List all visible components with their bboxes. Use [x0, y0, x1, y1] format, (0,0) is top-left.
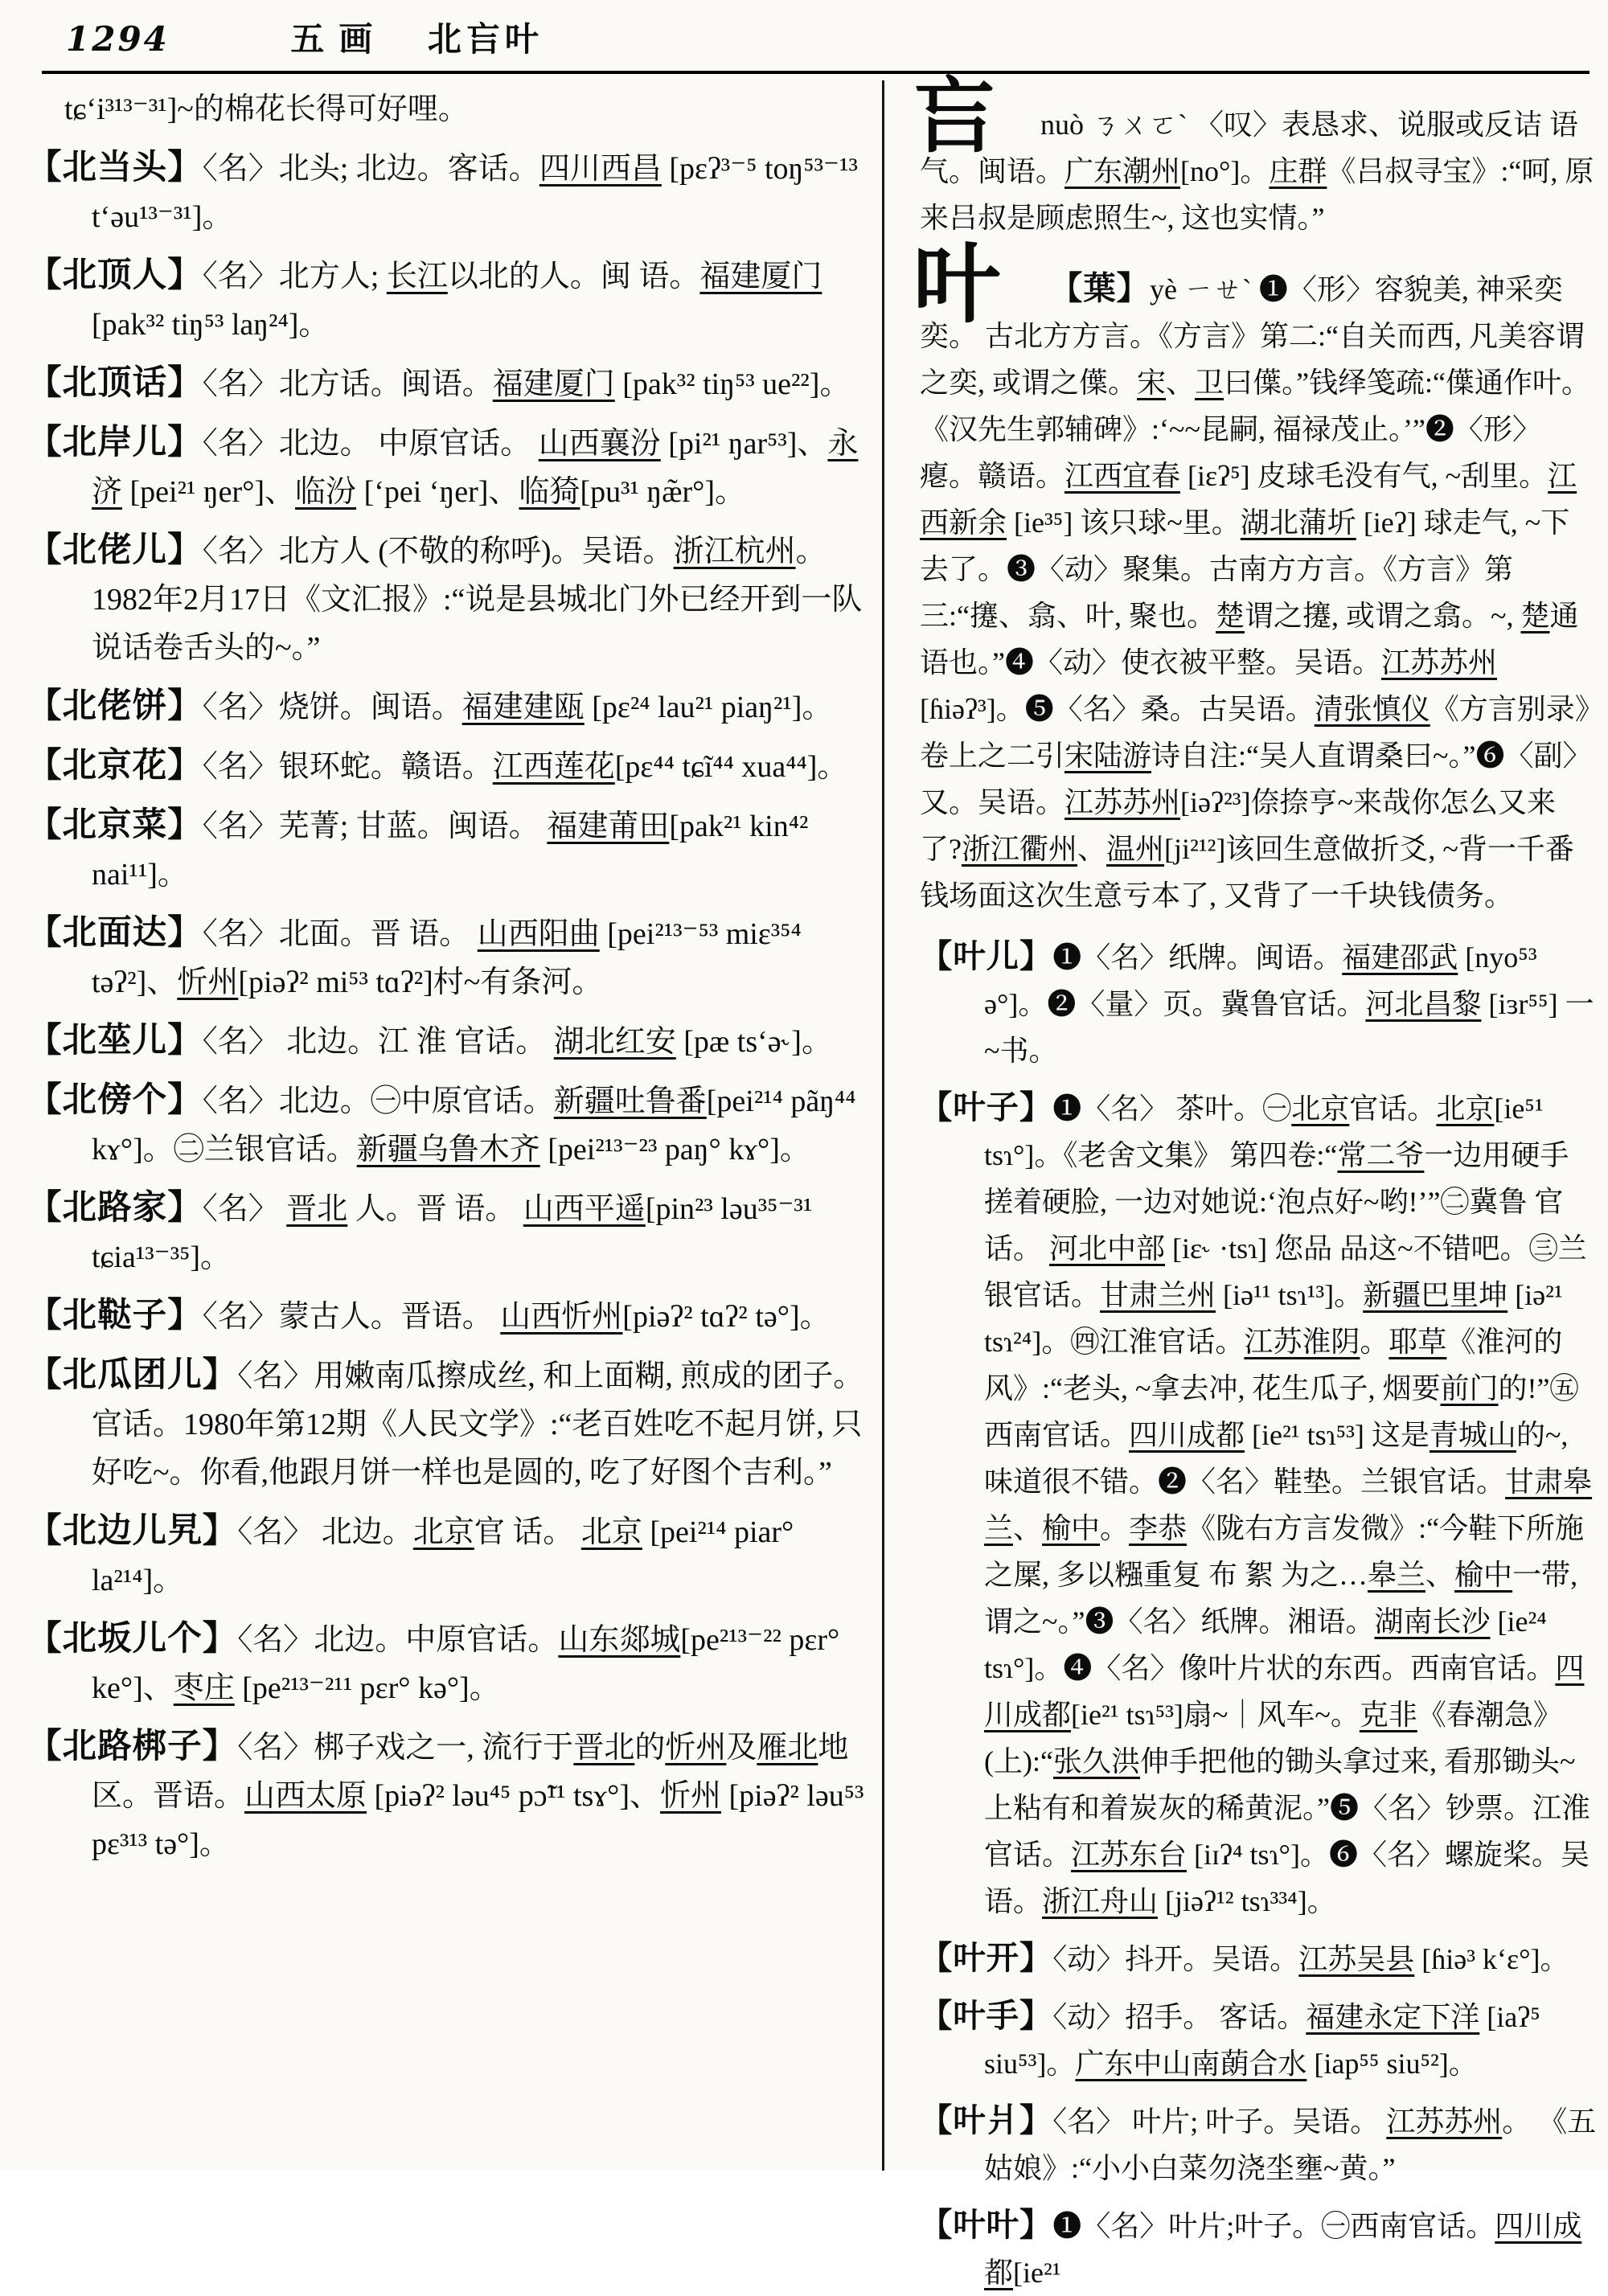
entry-beilujia: [27, 1184, 868, 1281]
entry-headword: 【叶儿】: [920, 938, 1053, 974]
entry-beidangtou: [27, 144, 868, 241]
entry-headword: 【叶开】: [920, 1940, 1053, 1976]
entry-beilaobing: [27, 683, 868, 732]
entry-beilubangzi: [27, 1723, 868, 1868]
entry-beimianda: [27, 909, 868, 1007]
entry-body: 〈动〉招手。 客话。福建永定下洋 [iaʔ⁵ siu⁵³]。广东中山南蓢合水 [iap⁵⁵ siu⁵²]。: [984, 2001, 1540, 2080]
entry-body: 〈名〉梆子戏之一, 流行于晋北的忻州及雁北地区。晋语。山西太原 [piəʔ² ləu⁴⁵ pɔ̃¹¹ tsɤ°]、忻州 [piəʔ² ləu⁵³ pɛ³¹³ tə°]。: [92, 1731, 864, 1861]
big-head-character: 吂: [913, 72, 995, 163]
entry-body: 〈名〉北头; 北边。客话。四川西昌 [pɛʔ³⁻⁵ toŋ⁵³⁻¹³ t‘əu¹³⁻³¹]。: [92, 152, 858, 234]
traditional-form: 【葉】: [1050, 270, 1150, 306]
entry-headword: 【北京花】: [27, 747, 203, 785]
entry-headword: 【叶爿】: [920, 2102, 1053, 2138]
entry-yekai: [920, 1935, 1597, 1982]
entry-beidinghua: [27, 359, 868, 408]
right-column: [884, 72, 1608, 2289]
entry-body: 〈名〉北方话。闽语。福建厦门 [pak³² tiŋ⁵³ ue²²]。: [202, 367, 851, 401]
entry-body: 〈名〉 叶片; 叶子。吴语。 江苏苏州。 《五姑娘》:“小小白菜勿浇坔壅~黄。”: [984, 2105, 1597, 2184]
entry-headword: 【北路梆子】: [27, 1728, 238, 1765]
entry-body: 〈名〉北方人; 长江以北的人。闽 语。福建厦门 [pak³² tiŋ⁵³ laŋ²⁴]。: [92, 260, 822, 342]
entry-body: 〈名〉 北边。北京官 话。 北京 [pei²¹⁴ piar° la²¹⁴]。: [92, 1515, 794, 1597]
entry-headword: 【北佬儿】: [27, 531, 203, 569]
entry-beibianerla: [27, 1507, 868, 1605]
entry-yeye: [920, 2202, 1597, 2296]
page-header: [66, 13, 1560, 64]
entry-beicuoer: [27, 1017, 868, 1066]
entry-body: ❶〈名〉 茶叶。㊀北京官话。北京[ie⁵¹ tsɿ°]。《老舍文集》 第四卷:“常二爷一边用硬手搓着硬脸, 一边对她说:‘泡点好~哟!’”㊁冀鲁 官 话。 河北中部 [iɛ˞ ·tsɿ] 您品 品这~不错吧。㊂兰银官话。甘肃兰州 [iə¹¹ tsɿ¹³]。新疆巴里坤 [iə²¹ tsɿ²⁴]。㊃江淮官话。江苏淮阴。耶草《淮河的风》:“老头, ~拿去冲, 花生瓜子, 烟要前门的!”㊄西南官话。四川成都 [ie²¹ tsɿ⁵³] 这是青城山的~, 味道很不错。❷〈名〉鞋垫。兰银官话。甘肃皋兰、榆中。李恭《陇右方言发微》:“今鞋下所施之屟, 多以糨重复 布 絮 为之…皋兰、榆中一带, 谓之~。”❸〈名〉纸牌。湘语。湖南长沙 [ie²⁴ tsɿ°]。❹〈名〉像叶片状的东西。西南官话。四川成都[ie²¹ tsɿ⁵³]扇~｜风车~。克非《春潮急》(上):“张久洪伸手把他的锄头拿过来, 看那锄头~上粘有和着炭灰的稀黄泥。”❺〈名〉钞票。江淮官话。江苏东台 [iɪʔ⁴ tsɿ°]。❻〈名〉螺旋桨。吴语。浙江舟山 [jiəʔ¹² tsɿ³³⁴]。: [984, 1093, 1593, 1917]
entry-headword: 【北边儿旯】: [27, 1512, 238, 1550]
entry-body: 〈名〉北边。中原官话。山东郯城[pe²¹³⁻²² pɛr° ke°]、枣庄 [pe²¹³⁻²¹¹ pɛr° kə°]。: [92, 1623, 840, 1705]
entry-beibanerge: [27, 1615, 868, 1712]
entry-body: 〈名〉北边。 中原官话。 山西襄汾 [pi²¹ ŋar⁵³]、永济 [pei²¹ ŋer°]、临汾 [‘pei ‘ŋer]、临猗[pu³¹ ŋæ̃r°]。: [92, 427, 859, 509]
entry-headword: 【北佬饼】: [27, 687, 203, 725]
entry-headword: 【北路家】: [27, 1189, 203, 1227]
entry-headword: 【叶子】: [920, 1089, 1053, 1125]
entry-body: 〈名〉蒙古人。晋语。 山西忻州[piəʔ² tɑʔ² tə°]。: [202, 1300, 831, 1334]
page-number: 1294: [66, 19, 170, 59]
header-char-range: 北吂叶: [427, 22, 544, 59]
entry-body: 〈名〉烧饼。闽语。福建建瓯 [pɛ²⁴ lau²¹ piaŋ²¹]。: [202, 691, 833, 724]
entry-body: 〈名〉北方人 (不敬的称呼)。吴语。浙江杭州。1982年2月17日《文汇报》:“说是县城北门外已经开到一队说话卷舌头的~。”: [92, 535, 863, 665]
entry-body: 〈名〉 晋北 人。晋 语。 山西平遥[pin²³ ləu³⁵⁻³¹ tɕia¹³⁻³⁵]。: [92, 1192, 813, 1274]
header-rule: [42, 71, 1590, 74]
entry-headword: 【叶叶】: [920, 2207, 1053, 2243]
entry-body: nuò ㄋㄨㄛˋ 〈叹〉表恳求、说服或反诘 语气。闽语。广东潮州[no°]。庄群《吕叔寻宝》:“呵, 原来吕叔是顾虑照生~, 这也实情。”: [920, 109, 1594, 234]
entry-beiguatuaner: [27, 1351, 868, 1497]
entry-beijingcai: [27, 802, 868, 899]
stroke-section-label: 五画: [290, 22, 388, 59]
entry-headword: 【北鞑子】: [27, 1297, 203, 1335]
entry-body: 〈名〉 北边。江 淮 官话。 湖北红安 [pæ ts‘ə˞]。: [202, 1025, 832, 1059]
entry-headword: 【北顶人】: [27, 256, 203, 294]
entry-headword: 【北面达】: [27, 914, 203, 952]
entry-beidingren: [27, 252, 868, 349]
entry-body: 〈名〉银环蛇。赣语。江西莲花[pɛ⁴⁴ tɕĩ⁴⁴ xua⁴⁴]。: [202, 750, 848, 784]
entry-headword: 【北瓜团儿】: [27, 1356, 238, 1394]
char-entry-ye: [913, 238, 1597, 919]
entry-beibangge: [27, 1076, 868, 1174]
entry-body: 〈名〉用嫩南瓜擦成丝, 和上面糊, 煎成的团子。官话。1980年第12期《人民文学》:“老百姓吃不起月饼, 只好吃~。你看,他跟月饼一样也是圆的, 吃了好图个吉利。”: [92, 1359, 864, 1490]
entry-headword: 【北傍个】: [27, 1081, 203, 1119]
entry-yeshou: [920, 1993, 1597, 2087]
left-column: [24, 80, 884, 2171]
entry-beijinghua: [27, 742, 868, 791]
carryover-line: tɕ‘i³¹³⁻³¹]~的棉花长得可好哩。: [64, 92, 469, 126]
entry-body: ❶〈名〉叶片;叶子。㊀西南官话。四川成都[ie²¹: [984, 2210, 1582, 2289]
entry-beidazi: [27, 1292, 868, 1341]
entry-headword: 【北京菜】: [27, 806, 203, 844]
two-column-body: [24, 72, 1608, 2289]
entry-body: yè ㄧㄝˋ ❶〈形〉容貌美, 神采奕奕。 古北方方言。《方言》第二:“自关而西, 凡美容谓之奕, 或谓之僷。宋、卫曰僷。”钱绎笺疏:“僷通作叶。《汉先生郭辅碑》:‘~~昆嗣, 福禄茂止。’”❷〈形〉瘪。赣语。江西宜春 [iɛʔ⁵] 皮球毛没有气, ~刮里。江西新余 [ie³⁵] 该只球~里。湖北蒲圻 [ieʔ] 球走气, ~下去了。❸〈动〉聚集。古南方方言。《方言》第三:“攓、翕、叶, 聚也。楚谓之攓, 或谓之翕。~, 楚通语也。”❹〈动〉使衣被平整。吴语。江苏苏州 [ɦiəʔ³]。❺〈名〉桑。古吴语。清张慎仪《方言别录》卷上之二引宋陆游诗自注:“吴人直谓桑曰~。”❻〈副〉又。吴语。江苏苏州[iəʔ²³]倷捺亨~来哉你怎么又来了?浙江衢州、温州[ji²¹²]该回生意做折爻, ~背一千番钱场面这次生意亏本了, 又背了一千块钱债务。: [920, 273, 1592, 912]
entry-headword: 【北莝儿】: [27, 1022, 203, 1060]
entry-beilaoer: [27, 527, 868, 672]
entry-yepan: [920, 2097, 1597, 2191]
entry-body: 〈动〉抖开。吴语。江苏吴县 [ɦiə³ k‘ɛ°]。: [1052, 1943, 1569, 1975]
entry-headword: 【北当头】: [27, 149, 203, 187]
entry-yeer: [920, 933, 1597, 1074]
entry-yezi: [920, 1084, 1597, 1925]
entry-body: 〈名〉芜菁; 甘蓝。闽语。 福建莆田[pak²¹ kin⁴² nai¹¹]。: [92, 810, 809, 892]
entry-body: 〈名〉北面。晋 语。 山西阳曲 [pei²¹³⁻⁵³ miɛ³⁵⁴ təʔ²]、忻州[piəʔ² mi⁵³ tɑʔ²]村~有条河。: [92, 917, 802, 999]
entry-beianer: [27, 419, 868, 516]
entry-headword: 【北岸儿】: [27, 424, 203, 461]
char-entry-body: [920, 265, 1597, 919]
entry-headword: 【北坂儿个】: [27, 1620, 238, 1658]
big-head-character: 叶: [913, 238, 1001, 334]
entry-headword: 【北顶话】: [27, 364, 203, 402]
char-entry-mang: [913, 72, 1597, 241]
entry-headword: 【叶手】: [920, 1998, 1053, 2034]
char-entry-body: [920, 101, 1597, 241]
entry-body: ❶〈名〉纸牌。闽语。福建邵武 [nyo⁵³ ə°]。❷〈量〉页。冀鲁官话。河北昌黎 [iɜr⁵⁵] 一~书。: [984, 941, 1594, 1067]
entry-body: 〈名〉北边。㊀中原官话。新疆吐鲁番[pei²¹⁴ pãŋ⁴⁴ kɤ°]。㊁兰银官话。新疆乌鲁木齐 [pei²¹³⁻²³ paŋ° kɤ°]。: [92, 1084, 856, 1166]
